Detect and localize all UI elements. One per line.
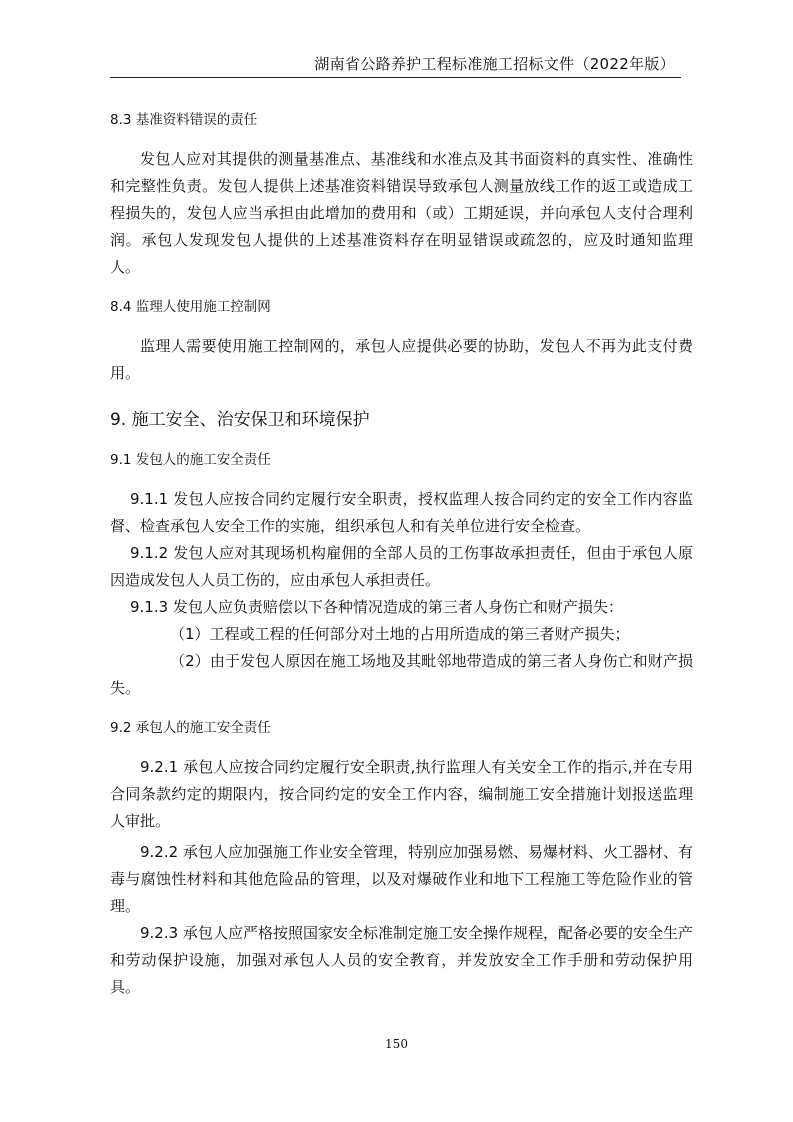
paragraph-9-1-2: 9.1.2 发包人应对其现场机构雇佣的全部人员的工伤事故承担责任，但由于承包人原因造成发包人人员工伤的，应由承包人承担责任。 <box>110 544 693 589</box>
page-header <box>110 52 681 78</box>
page-number: 150 <box>385 1037 408 1051</box>
paragraph-9-1-3-item-1: （1）工程或工程的任何部分对土地的占用所造成的第三者财产损失； <box>170 625 630 643</box>
paragraph-8-3: 发包人应对其提供的测量基准点、基准线和水准点及其书面资料的真实性、准确性和完整性负责。发包人提供上述基准资料错误导致承包人测量放线工作的返工或造成工程损失的，发包人应当承担由此增加的费用和（或）工期延误，并向承包人支付合理利润。承包人发现发包人提供的上述基准资料存在明显错误或疏忽的，应及时通知监理人。 <box>110 150 693 276</box>
heading-8-4: 8.4 监理人使用施工控制网 <box>110 299 271 315</box>
document-title: 湖南省公路养护工程标准施工招标文件（2022年版） <box>314 55 675 73</box>
paragraph-9-1-3-item-2: （2）由于发包人原因在施工场地及其毗邻地带造成的第三者人身伤亡和财产损失。 <box>110 652 693 697</box>
paragraph-9-2-1: 9.2.1 承包人应按合同约定履行安全职责,执行监理人有关安全工作的指示,并在专用合同条款约定的期限内，按合同约定的安全工作内容，编制施工安全措施计划报送监理人审批。 <box>110 758 693 830</box>
paragraph-9-2-2: 9.2.2 承包人应加强施工作业安全管理，特别应加强易燃、易爆材料、火工器材、有毒与腐蚀性材料和其他危险品的管理，以及对爆破作业和地下工程施工等危险作业的管理。 <box>110 843 693 915</box>
paragraph-8-4: 监理人需要使用施工控制网的，承包人应提供必要的协助，发包人不再为此支付费用。 <box>110 337 693 382</box>
heading-9-1: 9.1 发包人的施工安全责任 <box>110 452 271 468</box>
heading-9-2: 9.2 承包人的施工安全责任 <box>110 720 271 736</box>
paragraph-9-1-1: 9.1.1 发包人应按合同约定履行安全职责，授权监理人按合同约定的安全工作内容监督、检查承包人安全工作的实施，组织承包人和有关单位进行安全检查。 <box>110 490 693 535</box>
heading-9: 9. 施工安全、治安保卫和环境保护 <box>110 410 370 430</box>
heading-8-3: 8.3 基准资料错误的责任 <box>110 112 258 128</box>
paragraph-9-1-3: 9.1.3 发包人应负责赔偿以下各种情况造成的第三者人身伤亡和财产损失： <box>130 598 623 616</box>
paragraph-9-2-3: 9.2.3 承包人应严格按照国家安全标准制定施工安全操作规程，配备必要的安全生产和劳动保护设施，加强对承包人人员的安全教育，并发放安全工作手册和劳动保护用具。 <box>110 924 693 996</box>
page-content <box>110 108 693 1001</box>
